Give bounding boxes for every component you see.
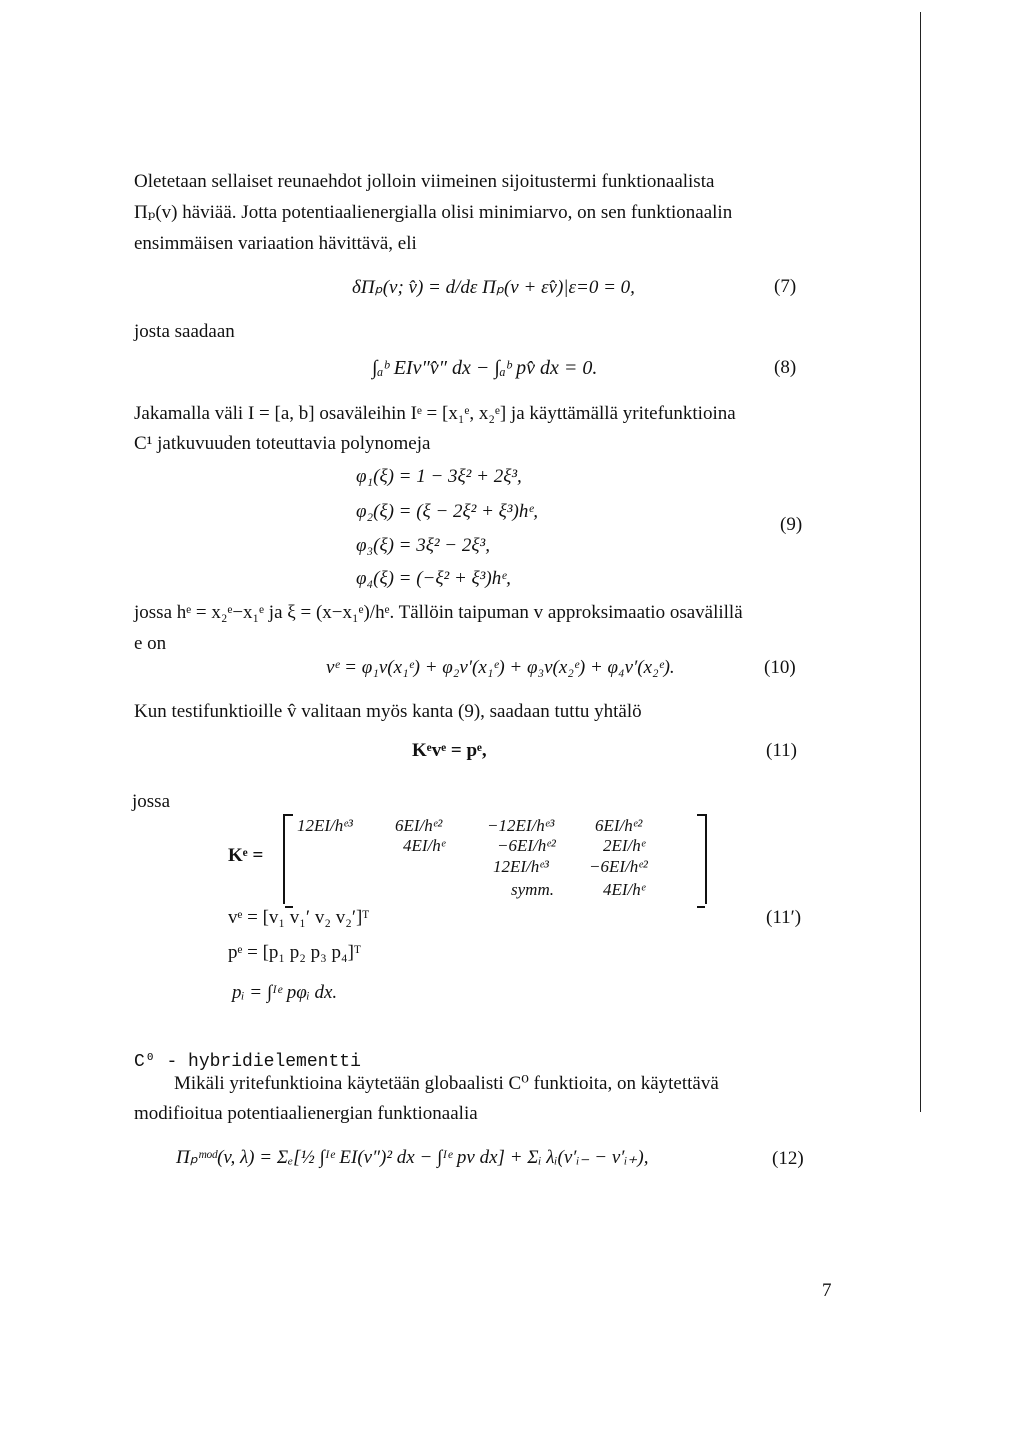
- josta-saadaan: josta saadaan: [134, 321, 235, 342]
- paragraph-1-line-2: Πₚ(v) häviää. Jotta potentiaalienergialla olisi minimiarvo, on sen funktionaalin: [134, 202, 733, 223]
- matrix-cell: 6EI/hᵉ²: [395, 816, 443, 835]
- matrix-cell: 4EI/hᵉ: [403, 836, 446, 855]
- matrix-cell: 12EI/hᵉ³: [493, 857, 549, 876]
- page-edge-line: [920, 12, 921, 1112]
- page-number: 7: [822, 1280, 832, 1301]
- equation-10: vᵉ = φ₁v(x₁ᵉ) + φ₂v′(x₁ᵉ) + φ₃v(x₂ᵉ) + φ₄v′(x₂ᵉ).: [326, 657, 675, 678]
- paragraph-5-line-1: Mikäli yritefunktioina käytetään globaalisti C⁰ funktioita, on käytettävä: [174, 1073, 719, 1094]
- equation-number-8: (8): [774, 357, 797, 378]
- jossa-label: jossa: [132, 791, 170, 812]
- equation-12: Πₚᵐᵒᵈ(v, λ) = Σₑ[½ ∫ᴵᵉ EI(v″)² dx − ∫ᴵᵉ pv dx] + Σᵢ λᵢ(v′ᵢ₋ − v′ᵢ₊),: [176, 1147, 649, 1168]
- equation-9-phi4: φ₄(ξ) = (−ξ² + ξ³)hᵉ,: [356, 568, 511, 589]
- paragraph-2-line-2: C¹ jatkuvuuden toteuttavia polynomeja: [134, 433, 431, 454]
- matrix-cell: −6EI/hᵉ²: [589, 857, 648, 876]
- stiffness-matrix: [283, 814, 707, 904]
- equation-number-10: (10): [764, 657, 796, 678]
- equation-number-9: (9): [780, 514, 803, 535]
- paragraph-3-line-1: jossa hᵉ = x₂ᵉ−x₁ᵉ ja ξ = (x−x₁ᵉ)/hᵉ. Tällöin taipuman v approksimaatio osavälillä: [134, 602, 743, 623]
- matrix-cell: 2EI/hᵉ: [603, 836, 646, 855]
- matrix-cell: −6EI/hᵉ²: [497, 836, 556, 855]
- equation-p-i: pᵢ = ∫ᴵᵉ pφᵢ dx.: [232, 982, 338, 1003]
- matrix-cell: −12EI/hᵉ³: [487, 816, 555, 835]
- paragraph-1-line-3: ensimmäisen variaation hävittävä, eli: [134, 233, 417, 254]
- equation-number-11: (11): [766, 740, 797, 761]
- equation-9-phi1: φ₁(ξ) = 1 − 3ξ² + 2ξ³,: [356, 466, 522, 487]
- equation-9-phi3: φ₃(ξ) = 3ξ² − 2ξ³,: [356, 535, 490, 556]
- section-title: C⁰ - hybridielementti: [134, 1052, 361, 1072]
- paragraph-1-line-1: Oletetaan sellaiset reunaehdot jolloin viimeinen sijoitustermi funktionaalista: [134, 171, 715, 192]
- vector-p: pᵉ = [p₁ p₂ p₃ p₄]ᵀ: [228, 942, 361, 963]
- equation-8: ∫ₐᵇ EIv″v̂″ dx − ∫ₐᵇ pv̂ dx = 0.: [372, 357, 598, 379]
- equation-number-11-prime: (11′): [766, 907, 802, 928]
- paragraph-5-line-2: modifioitua potentiaalienergian funktionaalia: [134, 1103, 478, 1124]
- matrix-cell: 12EI/hᵉ³: [297, 816, 353, 835]
- matrix-cell: 6EI/hᵉ²: [595, 816, 643, 835]
- equation-11: Kᵉvᵉ = pᵉ,: [412, 740, 487, 761]
- matrix-cell: symm.: [511, 880, 554, 899]
- matrix-cell: 4EI/hᵉ: [603, 880, 646, 899]
- matrix-K-label: Kᵉ =: [228, 845, 264, 866]
- paragraph-3-line-2: e on: [134, 633, 167, 654]
- equation-9-phi2: φ₂(ξ) = (ξ − 2ξ² + ξ³)hᵉ,: [356, 501, 539, 522]
- paragraph-2-line-1: Jakamalla väli I = [a, b] osaväleihin Iᵉ = [x₁ᵉ, x₂ᵉ] ja käyttämällä yritefunktioina: [134, 403, 736, 424]
- equation-number-7: (7): [774, 276, 797, 297]
- equation-number-12: (12): [772, 1148, 804, 1169]
- equation-7: δΠₚ(v; v̂) = d/dε Πₚ(v + εv̂)|ε=0 = 0,: [352, 277, 635, 298]
- paragraph-4: Kun testifunktioille v̂ valitaan myös kanta (9), saadaan tuttu yhtälö: [134, 701, 642, 722]
- vector-v: vᵉ = [v₁ v₁′ v₂ v₂′]ᵀ: [228, 907, 370, 928]
